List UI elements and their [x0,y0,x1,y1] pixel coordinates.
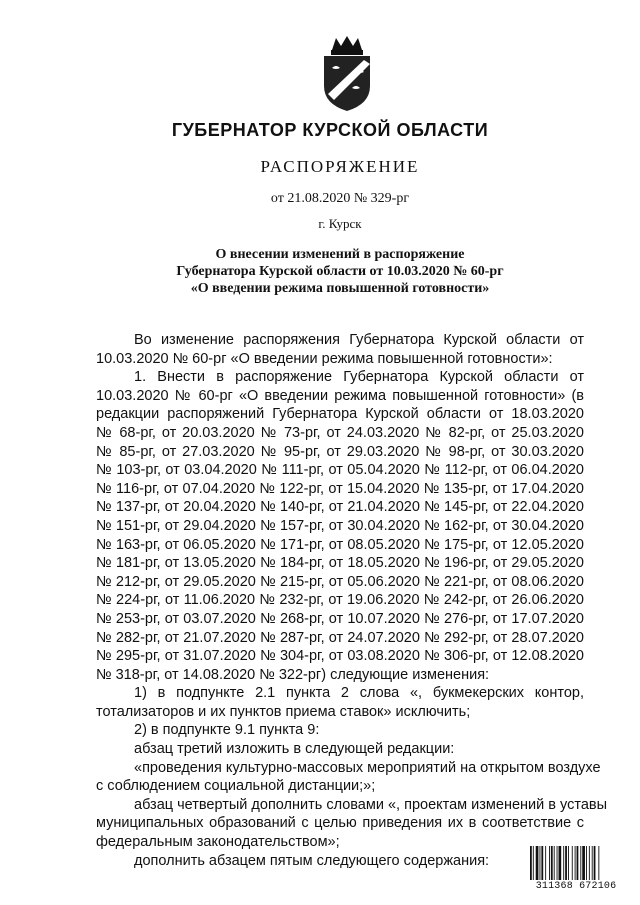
barcode-bar [575,846,576,880]
barcode-bar [545,846,546,880]
barcode-bar [554,846,555,880]
barcode-bar [586,846,587,880]
text-line: 2) в подпункте 9.1 пункта 9: [134,722,320,739]
barcode-bar [559,846,562,880]
barcode [530,846,622,896]
barcode-icon [530,846,622,880]
barcode-bar [589,846,590,880]
sub-item-1-paragraph [96,684,584,721]
paragraph-5-instruction [96,852,584,871]
text-line: 1) в подпункте 2.1 пункта 2 слова «, букмекерских контор, [134,685,584,702]
barcode-bar [541,846,543,880]
document-type: РАСПОРЯЖЕНИЕ [260,157,420,176]
text-line: № 137-рг, от 20.04.2020 № 140-рг, от 21.04.2020 № 145-рг, от 22.04.2020 [96,499,584,516]
document-date-number: от 21.08.2020 № 329-рг [270,191,410,206]
text-line: № 212-рг, от 29.05.2020 № 215-рг, от 05.06.2020 № 221-рг, от 08.06.2020 [96,573,584,590]
barcode-bar [598,846,599,880]
barcode-number: 311368 672106 [535,881,617,892]
barcode-bar [551,846,553,880]
text-line: 10.03.2020 № 60-рг «О введении режима повышенной готовности» (в [96,387,584,404]
barcode-bar [580,846,581,880]
text-line: № 295-рг, от 31.07.2020 № 304-рг, от 03.08.2020 № 306-рг, от 12.08.2020 [96,648,584,665]
text-line: Во изменение распоряжения Губернатора Курской области от [134,332,584,348]
text-line: № 151-рг, от 29.04.2020 № 157-рг, от 30.04.2020 № 162-рг, от 30.04.2020 [96,517,584,534]
subject-line: О внесении изменений в распоряжение [215,247,465,262]
text-line: абзац четвертый дополнить словами «, проектам изменений в уставы [134,796,608,813]
sub-item-2-paragraph [96,721,584,740]
text-line: № 116-рг, от 07.04.2020 № 122-рг, от 15.04.2020 № 135-рг, от 17.04.2020 [96,480,584,497]
text-line: № 85-рг, от 27.03.2020 № 95-рг, от 29.03.2020 № 98-рг, от 30.03.2020 [96,443,584,460]
item-1-paragraph [96,368,584,684]
text-line: № 181-рг, от 13.05.2020 № 184-рг, от 18.05.2020 № 196-рг, от 29.05.2020 [96,555,584,572]
document-body [96,331,608,870]
quote-paragraph [96,759,601,796]
barcode-bar [565,846,567,880]
paragraph-4-instruction [96,796,608,852]
barcode-bar [540,846,541,880]
text-line: 1. Внести в распоряжение Губернатора Курской области от [134,369,584,386]
text-line: «проведения культурно-массовых мероприятий на открытом воздухе [134,759,601,776]
text-line: дополнить абзацем пятым следующего содержания: [134,852,490,869]
kursk-coat-of-arms-icon [318,34,376,112]
text-line: 10.03.2020 № 60-рг «О введении режима повышенной готовности»: [96,350,553,367]
text-line: абзац третий изложить в следующей редакции: [134,741,455,758]
barcode-bar [577,846,579,880]
barcode-bar [557,846,558,880]
barcode-bar [563,846,564,880]
text-line: № 282-рг, от 21.07.2020 № 287-рг, от 24.07.2020 № 292-рг, от 28.07.2020 [96,629,584,646]
text-line: № 68-рг, от 20.03.2020 № 73-рг, от 24.03.2020 № 82-рг, от 25.03.2020 [96,424,584,441]
barcode-bar [533,846,534,880]
document-city: г. Курск [318,216,362,231]
text-line: муниципальных образований с целью приведения их в соответствие с [96,815,584,832]
text-line: № 103-рг, от 03.04.2020 № 111-рг, от 05.04.2020 № 112-рг, от 06.04.2020 [96,462,584,479]
text-line: федеральным законодательством»; [96,834,340,851]
barcode-bar [549,846,550,880]
text-line: тотализаторов и их пунктов приема ставок» исключить; [96,703,471,720]
paragraph-3-instruction [96,740,584,759]
text-line: редакции распоряжений Губернатора Курской области от 18.03.2020 [96,406,584,423]
text-line: № 318-рг, от 14.08.2020 № 322-рг) следующие изменения: [96,666,490,683]
barcode-bar [592,846,593,880]
barcode-bar [572,846,573,880]
text-line: с соблюдением социальной дистанции;»; [96,778,376,795]
barcode-bar [594,846,596,880]
barcode-bar [536,846,539,880]
text-line: № 224-рг, от 11.06.2020 № 232-рг, от 19.06.2020 № 242-рг, от 26.06.2020 [96,592,584,609]
document-subject [60,246,620,297]
subject-line: Губернатора Курской области от 10.03.2020 № 60-рг [176,264,504,279]
subject-line: «О введении режима повышенной готовности» [190,281,490,296]
barcode-bar [568,846,569,880]
barcode-bar [530,846,532,880]
intro-paragraph [96,331,584,368]
barcode-bar [582,846,585,880]
text-line: № 163-рг, от 06.05.2020 № 171-рг, от 08.05.2020 № 175-рг, от 12.05.2020 [96,536,584,553]
text-line: № 253-рг, от 03.07.2020 № 268-рг, от 10.07.2020 № 276-рг, от 17.07.2020 [96,610,584,627]
governor-title: ГУБЕРНАТОР КУРСКОЙ ОБЛАСТИ [171,120,489,140]
